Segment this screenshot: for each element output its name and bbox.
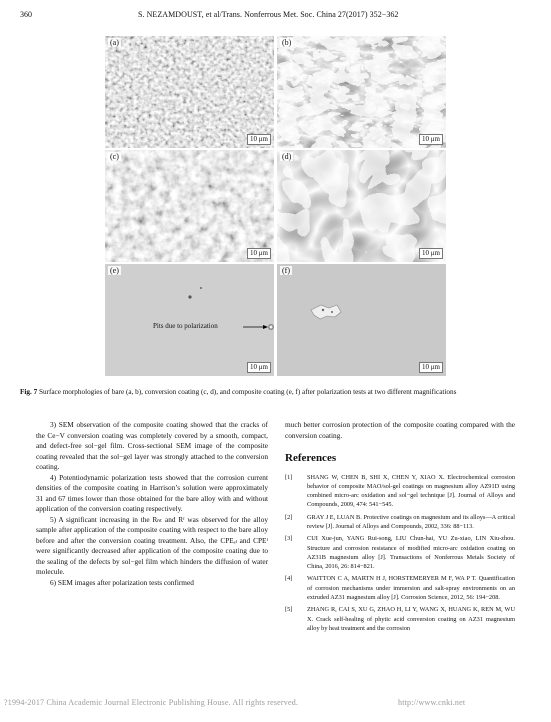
conclusion-paragraph: 3) SEM observation of the composite coating showed that the cracks of the Ce−V conversion coating was completely covered by a smooth, compact, and defect-free sol−gel film. Cross-sectional SEM image of the composite coating revealed that the sol−gel layer was strongly attached to the conversion coating. (36, 420, 268, 471)
sem-panel-b (277, 36, 446, 148)
panel-label: (a) (110, 38, 119, 47)
continuation-paragraph: much better corrosion protection of the composite coating compared with the conversion coating. (285, 420, 515, 440)
figure-7 (105, 36, 446, 377)
running-title: S. NEZAMDOUST, et al/Trans. Nonferrous Met. Soc. China 27(2017) 352−362 (138, 10, 399, 19)
figure-caption (20, 387, 532, 397)
scale-bar-label: 10 μm (419, 134, 443, 145)
scale-bar-label: 10 μm (419, 362, 443, 373)
sem-panel-a (105, 36, 274, 148)
caption-label: Fig. 7 (20, 388, 38, 396)
panel-label: (c) (110, 152, 119, 161)
conclusion-paragraph: 6) SEM images after polarization tests confirmed (50, 577, 194, 587)
references-heading: References (285, 452, 337, 464)
sem-image-e (105, 264, 274, 376)
reference-item: [2] GRAY J E, LUAN B. Protective coatings on magnesium and its alloys—A critical review [J]. Journal of Alloys and Compounds, 2002, 336: 88−113. (285, 513, 515, 530)
footer-url: http://www.cnki.net (398, 698, 466, 707)
conclusion-paragraph: 4) Potentiodynamic polarization tests showed that the corrosion current densities of the composite coating in Harrison’s solution were approximately 31 and 67 times lower than those obtained for the bare alloy with and without application of the conversion coating respectively. (36, 472, 268, 513)
reference-item: [1] SHANG W, CHEN B, SHI X, CHEN Y, XIAO X. Electrochemical corrosion behavior of composite MAO/sol-gel coatings on magnesium alloy AZ91D using combined micro-arc oxidation and sol−gel technique [J]. Journal of Alloys and Compounds, 2009, 474: 541−545. (285, 473, 515, 509)
sem-panel-e (105, 264, 274, 376)
sem-panel-f (277, 264, 446, 376)
reference-item: [5] ZHANG R, CAI S, XU G, ZHAO H, LI Y, WANG X, HUANG K, REN M, WU X. Crack self-healing of phytic acid conversion coating on AZ31 magnesium alloy by heat treatment and the corrosion (285, 606, 515, 632)
sem-panel-d (277, 150, 446, 262)
reference-item: [4] WAITTON C A, MARTN H J, HORSTEMERYER M F, WA P T. Quantification of corrosion mechanisms under immersion and salt-spray environments on an extruded AZ31 magnesium alloy [J]. Corrosion Science, 2012, 56: 194−208. (285, 575, 515, 602)
pits-annotation: Pits due to polarization (153, 322, 218, 330)
panel-label: (b) (282, 38, 292, 47)
scale-bar-label: 10 μm (247, 134, 271, 145)
reference-item: [3] CUI Xue-jun, YANG Rui-song, LIU Chun-hai, YU Zu-xiao, LIN Xiu-zhou. Structure and corrosion resistance of modified micro-arc oxidation coating on AZ31B magnesium alloy [J]. Transactions of Nonferrous Metals Society of China, 2016, 26: 814−821. (285, 535, 515, 571)
conclusion-paragraph: 5) A significant increasing in the Rₙₜ and Rᶠ was observed for the alloy sample after application of the composite coating with respect to the bare alloy before and after the conversion coating treatment. Also, the CPEₑₗ and CPEᶠ were significantly decreased after application of the composite coating due to the sealing of the defects by sol−gel film which hinders the diffusion of water molecule. (36, 514, 268, 576)
sem-image-f (277, 264, 446, 376)
scale-bar-label: 10 μm (419, 248, 443, 259)
scale-bar-label: 10 μm (247, 362, 271, 373)
sem-panel-c (105, 150, 274, 262)
sem-image-b (277, 36, 446, 148)
left-column (36, 420, 268, 588)
footer-copyright: ?1994-2017 China Academic Journal Electronic Publishing House. All rights reserved. (4, 698, 299, 707)
page-number: 360 (20, 10, 32, 19)
sem-image-d (277, 150, 446, 262)
running-header (20, 10, 530, 22)
panel-label: (f) (282, 266, 290, 275)
panel-label: (d) (282, 152, 292, 161)
caption-text: Surface morphologies of bare (a, b), conversion coating (c, d), and composite coating (e, f) after polarization tests at two different magnifications (37, 388, 457, 396)
right-column (285, 420, 515, 636)
panel-label: (e) (110, 266, 119, 275)
scale-bar-label: 10 μm (247, 248, 271, 259)
sem-image-a (105, 36, 274, 148)
sem-image-c (105, 150, 274, 262)
